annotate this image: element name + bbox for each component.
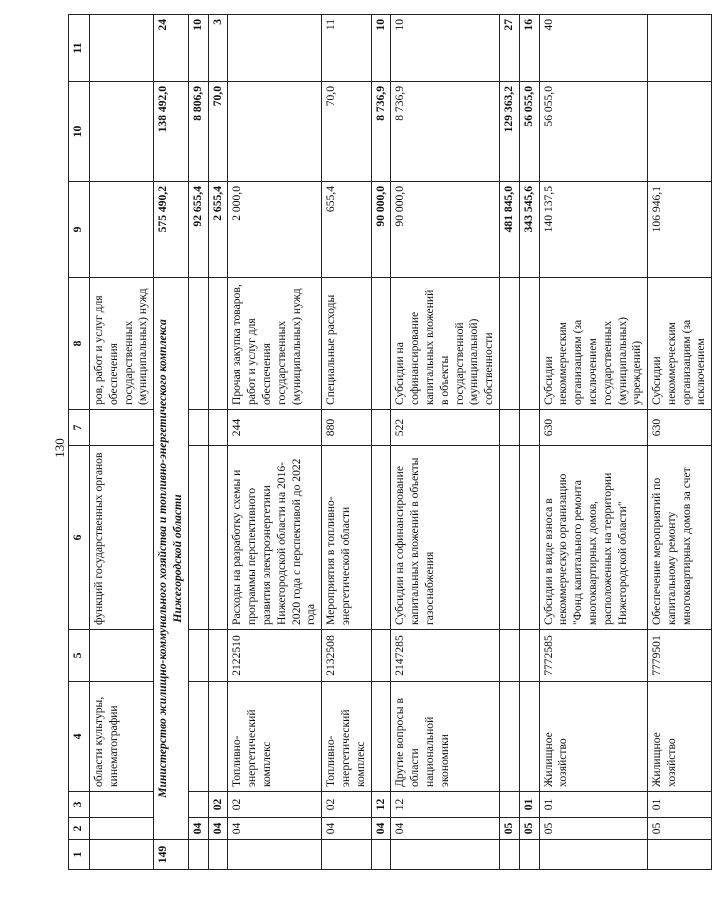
- table-cell: области культуры, кинематографии: [90, 682, 154, 792]
- table-row: [228, 15, 322, 870]
- table-cell: 01: [539, 792, 648, 818]
- table-cell: [208, 278, 228, 410]
- table-cell: Жилищное хозяйство: [648, 682, 712, 792]
- table-cell: 481 845,0: [499, 182, 519, 278]
- table-cell: 880: [322, 410, 371, 446]
- table-cell: Жилищное хозяйство: [539, 682, 648, 792]
- table-cell: 2147285: [391, 630, 500, 682]
- header-cell: 3: [69, 792, 90, 818]
- table-cell: 7772585: [539, 630, 648, 682]
- table-cell: [208, 410, 228, 446]
- table-cell: [208, 630, 228, 682]
- table-cell: [228, 15, 322, 82]
- table-cell: 12: [391, 792, 500, 818]
- table-cell: 56 055,0: [539, 82, 648, 182]
- table-cell: 8 806,9: [188, 82, 208, 182]
- budget-table: [68, 14, 712, 870]
- table-cell: 02: [322, 792, 371, 818]
- table-cell: 04: [208, 818, 228, 840]
- table-cell: 655,4: [322, 182, 371, 278]
- table-cell: [208, 682, 228, 792]
- table-cell: [90, 410, 154, 446]
- table-cell: функций государственных органов: [90, 446, 154, 630]
- table-cell: [188, 446, 208, 630]
- table-cell: [188, 840, 208, 870]
- table-cell: [90, 792, 154, 818]
- table-cell: [90, 182, 154, 278]
- table-cell: [322, 840, 371, 870]
- table-cell: 129 363,2: [499, 82, 519, 182]
- table-cell: [371, 278, 391, 410]
- table-cell: [228, 840, 322, 870]
- table-cell: Прочая закупка товаров, работ и услуг для обеспечения государственных (муниципальных) нужд: [228, 278, 322, 410]
- table-cell: Субсидии на софинансирование капитальных вложений в объекты государственной (муниципальной) собственности: [391, 278, 500, 410]
- table-cell: 02: [208, 792, 228, 818]
- table-cell: 10: [188, 15, 208, 82]
- table-cell: 2132508: [322, 630, 371, 682]
- header-cell: 10: [69, 82, 90, 182]
- table-cell: 56 055,0: [519, 82, 539, 182]
- table-cell: [539, 840, 648, 870]
- table-cell: 04: [391, 818, 500, 840]
- table-cell: [519, 410, 539, 446]
- table-row: [322, 15, 371, 870]
- table-cell: Расходы на разработку схемы и программы перспективного развития электроэнергетики Нижегородской области на 2016-2020 года с перспективой до 2022 года: [228, 446, 322, 630]
- header-cell: 11: [69, 15, 90, 82]
- table-cell: Топливно-энергетический комплекс: [228, 682, 322, 792]
- table-cell: [188, 682, 208, 792]
- table-cell: 2122510: [228, 630, 322, 682]
- table-cell: [499, 446, 519, 630]
- table-cell: 05: [539, 818, 648, 840]
- table-cell: 90 000,0: [371, 182, 391, 278]
- table-cell: [499, 792, 519, 818]
- table-cell: [188, 410, 208, 446]
- section-title-row: [154, 15, 189, 870]
- table-cell: 05: [648, 818, 712, 840]
- table-cell: [519, 446, 539, 630]
- table-cell: 106 946,1: [648, 182, 712, 278]
- table-cell: [90, 82, 154, 182]
- table-cell: 70,0: [322, 82, 371, 182]
- table-cell: [371, 410, 391, 446]
- table-cell: Другие вопросы в области национальной экономики: [391, 682, 500, 792]
- header-cell: 8: [69, 278, 90, 410]
- table-cell: 2 655,4: [208, 182, 228, 278]
- table-row: [188, 15, 208, 870]
- table-cell: ров, работ и услуг для обеспечения государственных (муниципальных) нужд: [90, 278, 154, 410]
- table-cell: Обеспечение мероприятий по капитальному ремонту многоквартирных домов за счет: [648, 446, 712, 630]
- table-cell: 630: [539, 410, 648, 446]
- table-cell: 12: [371, 792, 391, 818]
- table-cell: Субсидии в виде взноса в некоммерческую организацию "Фонд капитального ремонта многоквартирных домов, расположенных на территории Нижегородской области": [539, 446, 648, 630]
- table-cell: 138 492,0: [154, 82, 189, 182]
- table-row: [208, 15, 228, 870]
- table-cell: 05: [499, 818, 519, 840]
- page-number: 130: [52, 438, 67, 458]
- header-cell: 6: [69, 446, 90, 630]
- table-cell: [648, 82, 712, 182]
- table-cell: [648, 15, 712, 82]
- table-cell: 2 000,0: [228, 182, 322, 278]
- header-cell: 4: [69, 682, 90, 792]
- header-row: [69, 15, 90, 870]
- table-cell: [371, 682, 391, 792]
- table-cell: 7779501: [648, 630, 712, 682]
- table-cell: [391, 840, 500, 870]
- table-cell: 8 736,9: [391, 82, 500, 182]
- table-cell: [519, 682, 539, 792]
- table-row: [90, 15, 154, 870]
- table-cell: [371, 840, 391, 870]
- table-cell: 10: [371, 15, 391, 82]
- table-cell: 16: [519, 15, 539, 82]
- table-cell: 04: [322, 818, 371, 840]
- table-cell: 10: [391, 15, 500, 82]
- table-cell: [90, 630, 154, 682]
- section-title: Министерство жилищно-коммунального хозяйства и топливно-энергетического комплекса Нижегородской области: [154, 278, 189, 840]
- table-cell: [90, 818, 154, 840]
- table-row: [499, 15, 519, 870]
- header-cell: 7: [69, 410, 90, 446]
- table-cell: Субсидии некоммерческим организациям (за исключением государственных (муниципальных) учреждений): [539, 278, 648, 410]
- table-cell: [208, 446, 228, 630]
- table-cell: [499, 630, 519, 682]
- table-cell: [499, 278, 519, 410]
- table-cell: [90, 840, 154, 870]
- table-cell: 90 000,0: [391, 182, 500, 278]
- header-cell: 2: [69, 818, 90, 840]
- header-cell: 5: [69, 630, 90, 682]
- rotated-page: [68, 15, 708, 870]
- table-cell: 92 655,4: [188, 182, 208, 278]
- table-cell: Мероприятия в топливно-энергетической области: [322, 446, 371, 630]
- table-cell: [519, 840, 539, 870]
- header-cell: 9: [69, 182, 90, 278]
- table-cell: 149: [154, 840, 189, 870]
- table-cell: 70,0: [208, 82, 228, 182]
- table-cell: 04: [228, 818, 322, 840]
- table-cell: 3: [208, 15, 228, 82]
- table-cell: [499, 410, 519, 446]
- table-row: [391, 15, 500, 870]
- table-cell: 27: [499, 15, 519, 82]
- table-cell: 343 545,6: [519, 182, 539, 278]
- table-cell: 24: [154, 15, 189, 82]
- table-cell: [519, 630, 539, 682]
- table-cell: Топливно-энергетический комплекс: [322, 682, 371, 792]
- table-cell: 40: [539, 15, 648, 82]
- table-cell: 11: [322, 15, 371, 82]
- table-cell: 575 490,2: [154, 182, 189, 278]
- table-cell: 140 137,5: [539, 182, 648, 278]
- table-cell: 522: [391, 410, 500, 446]
- table-cell: Субсидии некоммерческим организациям (за исключением: [648, 278, 712, 410]
- table-cell: 244: [228, 410, 322, 446]
- table-cell: [519, 278, 539, 410]
- table-cell: [228, 82, 322, 182]
- table-cell: 04: [371, 818, 391, 840]
- table-cell: [90, 15, 154, 82]
- table-cell: 8 736,9: [371, 82, 391, 182]
- table-cell: Специальные расходы: [322, 278, 371, 410]
- table-cell: 01: [519, 792, 539, 818]
- table-cell: 02: [228, 792, 322, 818]
- table-row: [539, 15, 648, 870]
- table-cell: [371, 630, 391, 682]
- table-cell: 04: [188, 818, 208, 840]
- table-cell: [208, 840, 228, 870]
- table-cell: [499, 840, 519, 870]
- table-cell: 05: [519, 818, 539, 840]
- table-row: [648, 15, 712, 870]
- table-cell: 01: [648, 792, 712, 818]
- table-row: [519, 15, 539, 870]
- table-row: [371, 15, 391, 870]
- table-cell: [188, 630, 208, 682]
- table-cell: [371, 446, 391, 630]
- table-cell: Субсидии на софинансирование капитальных вложений в объекты газоснабжения: [391, 446, 500, 630]
- table-cell: [648, 840, 712, 870]
- table-cell: [499, 682, 519, 792]
- table-cell: [188, 792, 208, 818]
- table-cell: [188, 278, 208, 410]
- table-cell: 630: [648, 410, 712, 446]
- header-cell: 1: [69, 840, 90, 870]
